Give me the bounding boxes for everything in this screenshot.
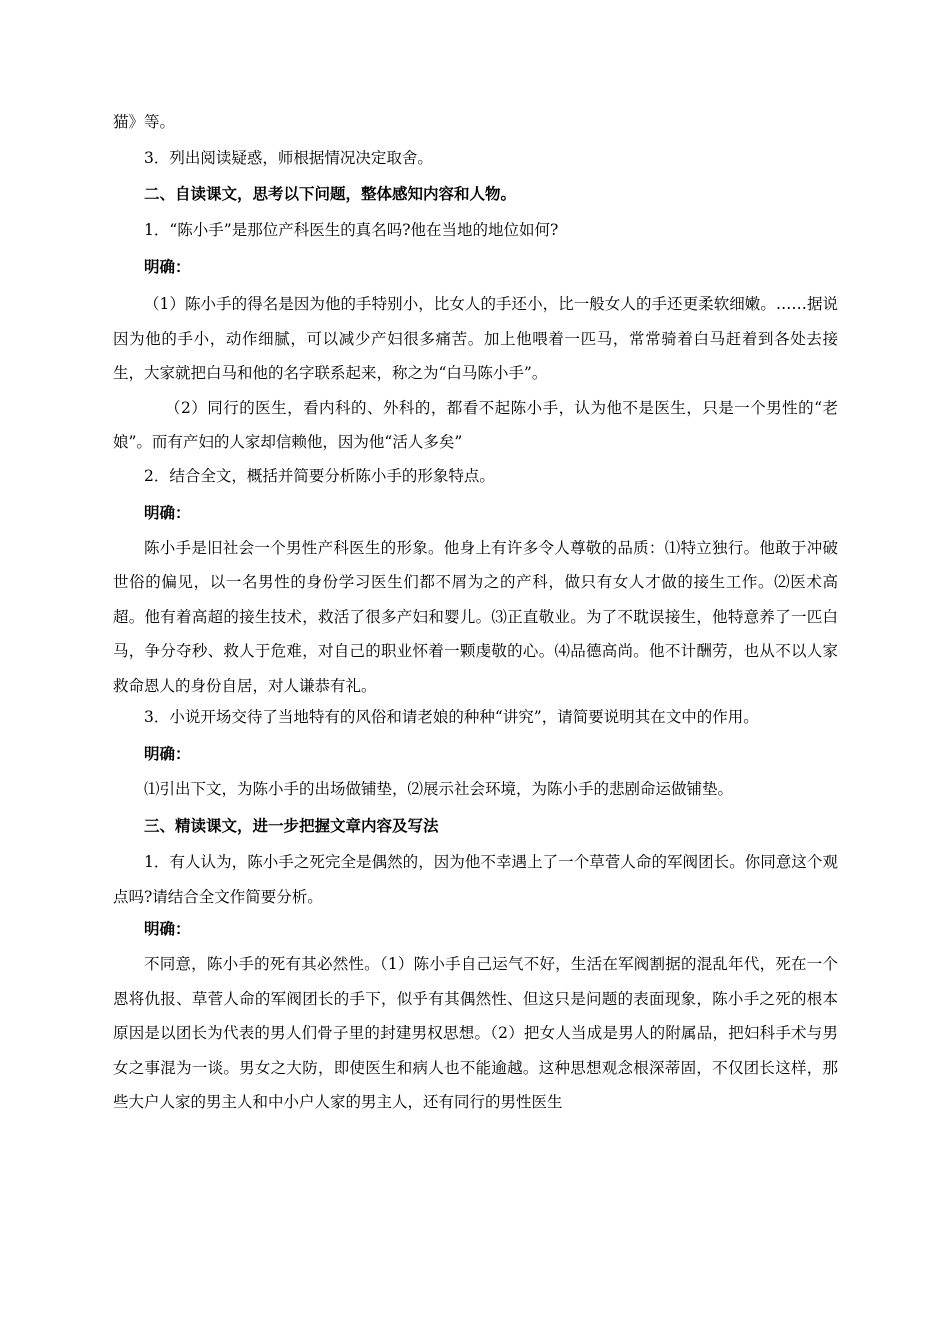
answer-paragraph: ⑴引出下文，为陈小手的出场做铺垫，⑵展示社会环境，为陈小手的悲剧命运做铺垫。 [144, 780, 734, 798]
text-line: 3．列出阅读疑惑，师根据情况决定取舍。 [144, 149, 433, 167]
answer-label: 明确： [144, 744, 191, 763]
answer-paragraph: （2）同行的医生，看内科的、外科的，都看不起陈小手，认为他不是医生，只是一个男性的“老娘”。而有产妇的人家却信赖他，因为他“活人多矣” [113, 398, 838, 451]
question-4: 1．有人认为，陈小手之死完全是偶然的，因为他不幸遇上了一个草菅人命的军阀团长。你同意这个观点吗?请结合全文作简要分析。 [113, 853, 838, 906]
document-page [113, 112, 838, 1120]
answer-paragraph: （1）陈小手的得名是因为他的手特别小，比女人的手还小，比一般女人的手还更柔软细嫩。……据说因为他的手小，动作细腻，可以减少产妇很多痛苦。加上他喂着一匹马，常常骑着白马赶着到各处去接生，大家就把白马和他的名字联系起来，称之为“白马陈小手”。 [113, 295, 838, 382]
section-heading: 二、自读课文，思考以下问题，整体感知内容和人物。 [144, 184, 517, 203]
question-1: 1．“陈小手”是那位产科医生的真名吗?他在当地的地位如何? [144, 221, 559, 239]
answer-paragraph: 陈小手是旧社会一个男性产科医生的形象。他身上有许多令人尊敬的品质：⑴特立独行。他敢于冲破世俗的偏见，以一名男性的身份学习医生们都不屑为之的产科，做只有女人才做的接生工作。⑵医术高超。他有着高超的接生技术，救活了很多产妇和婴儿。⑶正直敬业。为了不耽误接生，他特意养了一匹白马，争分夺秒、救人于危难，对自己的职业怀着一颗虔敬的心。⑷品德高尚。他不计酬劳，也从不以人家救命恩人的身份自居，对人谦恭有礼。 [113, 538, 838, 695]
section-heading: 三、精读课文，进一步把握文章内容及写法 [144, 816, 439, 835]
answer-label: 明确： [144, 257, 191, 276]
answer-label: 明确： [144, 502, 191, 522]
question-2: 2．结合全文，概括并简要分析陈小手的形象特点。 [144, 466, 495, 485]
answer-label: 明确： [144, 919, 191, 938]
text-line: 猫》等。 [113, 113, 176, 131]
question-3: 3．小说开场交待了当地特有的风俗和请老娘的种种“讲究”，请简要说明其在文中的作用。 [144, 708, 759, 726]
answer-paragraph: 不同意，陈小手的死有其必然性。（1）陈小手自己运气不好，生活在军阀割据的混乱年代，死在一个恩将仇报、草菅人命的军阀团长的手下，似乎有其偶然性、但这只是问题的表面现象，陈小手之死的根本原因是以团长为代表的男人们骨子里的封建男权思想。（2）把女人当成是男人的附属品，把妇科手术与男女之事混为一谈。男女之大防，即使医生和病人也不能逾越。这种思想观念根深蒂固，不仅团长这样，那些大户人家的男主人和中小户人家的男主人，还有同行的男性医生 [113, 955, 838, 1111]
